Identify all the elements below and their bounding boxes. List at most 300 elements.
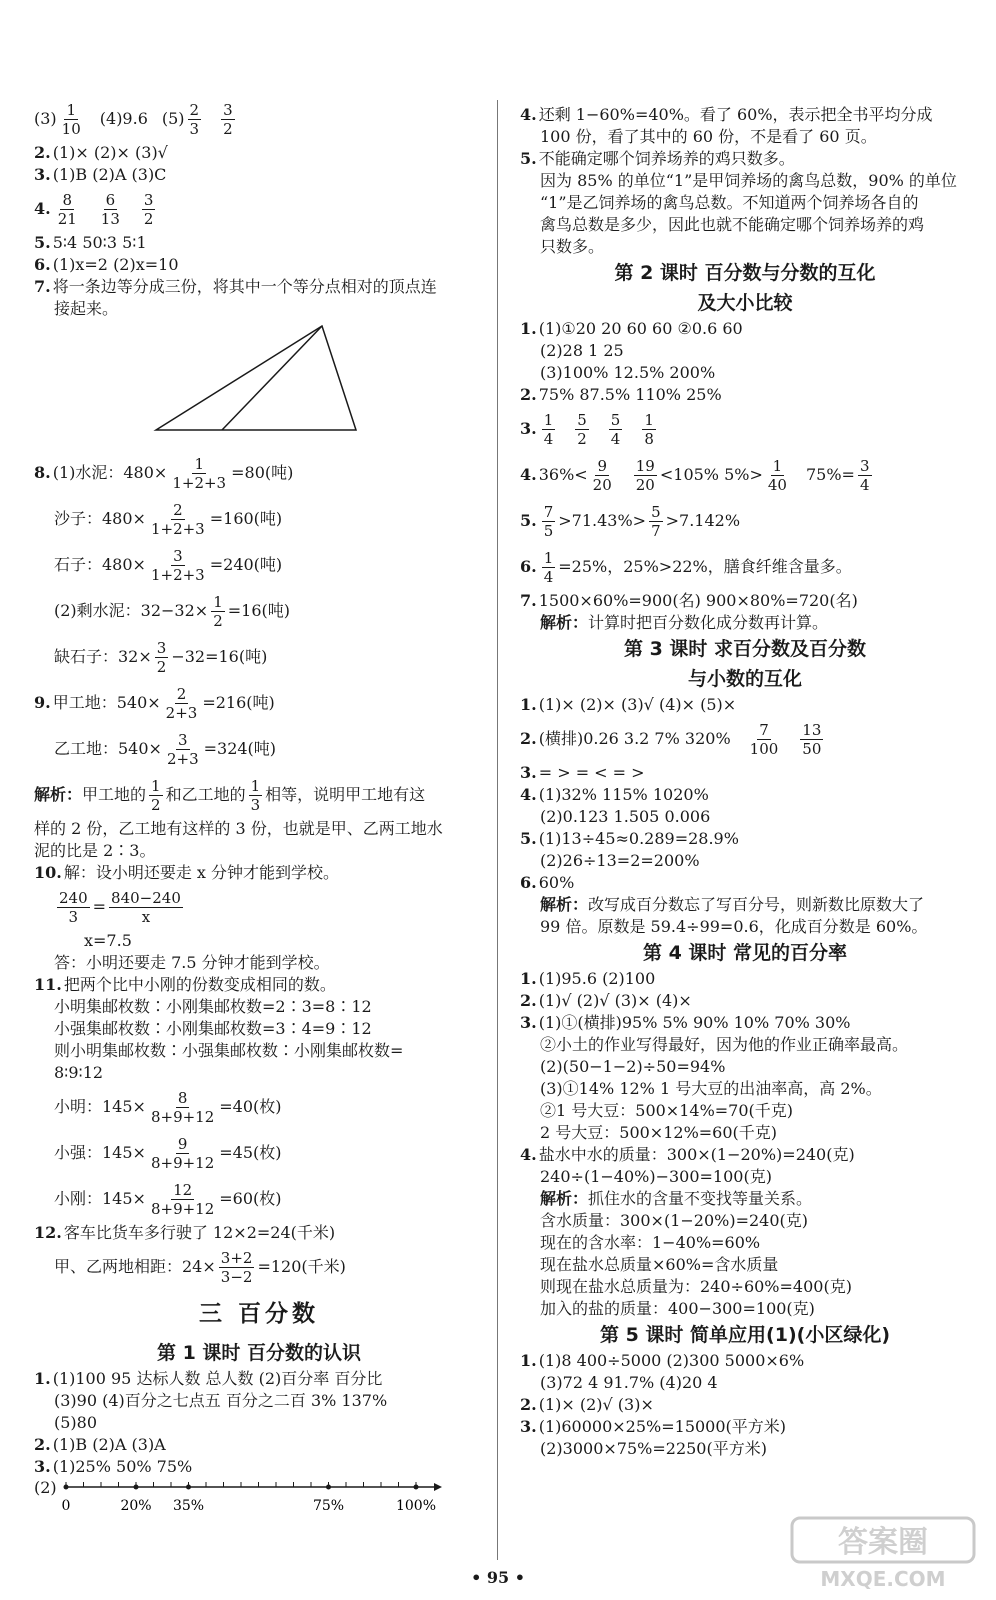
denominator: 20 bbox=[635, 475, 655, 494]
fraction bbox=[542, 503, 556, 540]
analysis-line bbox=[34, 772, 484, 818]
text: 240÷(1−40%)−300=100(克) bbox=[540, 1167, 772, 1186]
denominator: 4 bbox=[543, 567, 554, 586]
answer-line bbox=[34, 232, 484, 254]
denominator: 3−2 bbox=[220, 1267, 253, 1286]
answer-line bbox=[34, 1062, 484, 1084]
text: 75%= bbox=[805, 465, 855, 484]
fraction bbox=[642, 411, 656, 448]
text: 小强：145× bbox=[54, 1143, 146, 1162]
answer-line bbox=[34, 1244, 484, 1290]
watermark-text: 答案圈 bbox=[838, 1525, 928, 1560]
text: 禽鸟总数是多少，因此也就不能确定哪个饲养场养的鸡 bbox=[540, 215, 925, 234]
analysis-line bbox=[520, 1188, 970, 1210]
answer-line bbox=[34, 276, 484, 298]
text: (3)①14% 12% 1 号大豆的出油率高，高 2%。 bbox=[540, 1079, 882, 1098]
answer-line bbox=[520, 1012, 970, 1034]
text: 客车比货车多行驶了 12×2=24(千米) bbox=[63, 1223, 336, 1242]
item-number: 4. bbox=[520, 785, 537, 804]
text: >71.43%> bbox=[558, 511, 647, 530]
numerator: 3 bbox=[859, 456, 870, 475]
fraction bbox=[649, 503, 663, 540]
text: (1)60000×25%=15000(平方米) bbox=[538, 1417, 787, 1436]
number-line bbox=[34, 1478, 474, 1524]
text: (2)剩水泥：32−32× bbox=[54, 601, 209, 620]
text: (2)28 1 25 bbox=[540, 341, 624, 360]
lesson-title-line2: 与小数的互化 bbox=[687, 668, 802, 690]
text: 石子：480× bbox=[54, 555, 146, 574]
answer-line bbox=[34, 996, 484, 1018]
answer-line bbox=[34, 298, 484, 320]
text: (1)25% 50% 75% bbox=[52, 1457, 193, 1476]
fraction bbox=[142, 191, 156, 228]
numerator: 1 bbox=[66, 100, 76, 119]
analysis-line bbox=[34, 840, 484, 862]
fraction bbox=[149, 501, 207, 538]
answer-line bbox=[34, 930, 484, 952]
text: =45(枚) bbox=[219, 1143, 282, 1162]
text: (1)x=2 (2)x=10 bbox=[52, 255, 179, 274]
fraction bbox=[149, 1135, 216, 1172]
answer-line bbox=[520, 236, 970, 258]
item-number: 4. bbox=[520, 105, 537, 124]
item-number: 5. bbox=[34, 233, 51, 252]
numerator: 8 bbox=[177, 1088, 188, 1107]
numerator: 6 bbox=[105, 190, 116, 209]
analysis-line bbox=[520, 894, 970, 916]
denominator: 3 bbox=[250, 795, 261, 814]
item-number: 1. bbox=[520, 1351, 537, 1370]
denominator: 2 bbox=[156, 657, 167, 676]
dividing-line bbox=[222, 326, 322, 430]
item-number: 1. bbox=[520, 969, 537, 988]
text: (1)× (2)× (3)√ (4)× (5)× bbox=[538, 695, 737, 714]
answer-line bbox=[34, 1456, 484, 1478]
fraction bbox=[634, 457, 657, 494]
text: 答：小明还要走 7.5 分钟才能到学校。 bbox=[54, 953, 330, 972]
fraction bbox=[219, 1249, 255, 1286]
item-number: 3. bbox=[520, 763, 537, 782]
denominator: 4 bbox=[859, 475, 870, 494]
denominator: 20 bbox=[592, 475, 612, 494]
answer-line bbox=[34, 142, 484, 164]
analysis-label: 解析： bbox=[540, 895, 589, 914]
fraction bbox=[542, 411, 556, 448]
text: 75% 87.5% 110% 25% bbox=[538, 385, 722, 404]
lesson-title: 第 1 课时 百分数的认识 bbox=[156, 1342, 362, 1364]
fraction bbox=[109, 889, 183, 926]
text: =216(吨) bbox=[202, 693, 275, 712]
text: 乙工地：540× bbox=[54, 739, 162, 758]
denominator: 5 bbox=[543, 521, 554, 540]
denominator: 1+2+3 bbox=[172, 473, 227, 492]
answer-line bbox=[520, 340, 970, 362]
fraction bbox=[99, 191, 122, 228]
answer-line bbox=[520, 1298, 970, 1320]
arrow-icon bbox=[434, 1483, 442, 1491]
text: 计算时把百分数化成分数再计算。 bbox=[588, 613, 829, 632]
answer-line bbox=[520, 1144, 970, 1166]
denominator: 21 bbox=[57, 209, 77, 228]
triangle-figure bbox=[34, 322, 464, 442]
item-number: 2. bbox=[520, 991, 537, 1010]
numerator: 2 bbox=[176, 684, 187, 703]
answer-line bbox=[34, 1368, 484, 1390]
text: (2)(50−1−2)÷50=94% bbox=[540, 1057, 726, 1076]
text: “1”是乙饲养场的禽鸟总数。不知道两个饲养场各自的 bbox=[540, 193, 919, 212]
numerator: 7 bbox=[543, 502, 554, 521]
lesson-title: 第 5 课时 简单应用(1)(小区绿化) bbox=[599, 1324, 891, 1346]
answer-line bbox=[34, 634, 484, 680]
lesson-title: 第 2 课时 百分数与分数的互化 bbox=[614, 262, 876, 284]
answer-line bbox=[520, 828, 970, 850]
text: (1)× (2)× (3)√ bbox=[52, 143, 168, 162]
answer-line bbox=[520, 968, 970, 990]
text: 盐水中水的质量：300×(1−20%)=240(克) bbox=[538, 1145, 855, 1164]
answer-line bbox=[520, 1394, 970, 1416]
numerator: 1 bbox=[543, 410, 554, 429]
tick-label: 75% bbox=[312, 1498, 345, 1514]
item-number: 2. bbox=[34, 143, 51, 162]
denominator: 3 bbox=[68, 907, 79, 926]
text: ②小土的作业写得最好，因为他的作业正确率最高。 bbox=[540, 1035, 909, 1054]
text: =324(吨) bbox=[203, 739, 277, 758]
item-number: 5. bbox=[520, 149, 537, 168]
text: (1)①20 20 60 60 ②0.6 60 bbox=[538, 319, 743, 338]
text: 不能确定哪个饲养场养的鸡只数多。 bbox=[538, 149, 795, 168]
equation-line bbox=[34, 884, 484, 930]
numerator: 8 bbox=[62, 190, 73, 209]
fraction bbox=[766, 457, 789, 494]
text: 则小明集邮枚数∶小强集邮枚数∶小刚集邮枚数= bbox=[54, 1041, 404, 1060]
numerator: 3 bbox=[178, 730, 188, 749]
answer-line bbox=[520, 148, 970, 170]
text: =25%，25%>22%，膳食纤维含量多。 bbox=[558, 557, 852, 576]
fraction bbox=[858, 457, 872, 494]
answer-line bbox=[520, 784, 970, 806]
fraction bbox=[57, 889, 90, 926]
numerator: 3+2 bbox=[220, 1248, 253, 1267]
item-number: 3. bbox=[520, 419, 537, 438]
denominator: 8 bbox=[644, 429, 654, 448]
answer-line bbox=[34, 1018, 484, 1040]
answer-line bbox=[34, 1130, 484, 1176]
numerator: 1 bbox=[250, 776, 261, 795]
denominator: 2 bbox=[143, 209, 154, 228]
answer-line bbox=[520, 1372, 970, 1394]
text: 5∶4 50∶3 5∶1 bbox=[52, 233, 147, 252]
numerator: 13 bbox=[802, 720, 822, 739]
text: 改写成百分数忘了写百分号，则新数比原数大了 bbox=[588, 895, 925, 914]
lesson-title-line2: 及大小比较 bbox=[697, 292, 793, 314]
left-column bbox=[34, 96, 484, 1524]
text: 小明：145× bbox=[54, 1097, 146, 1116]
text: 缺石子：32× bbox=[54, 647, 152, 666]
tick-labels bbox=[62, 1498, 436, 1514]
numerator: 1 bbox=[644, 410, 654, 429]
text: = > = < = > bbox=[538, 763, 645, 782]
text: =120(千米) bbox=[257, 1257, 346, 1276]
text: 把两个比中小刚的份数变成相同的数。 bbox=[63, 975, 336, 994]
denominator: 8+9+12 bbox=[150, 1107, 215, 1126]
text: =16(吨) bbox=[227, 601, 291, 620]
text: >7.142% bbox=[665, 511, 741, 530]
text: 含水质量：300×(1−20%)=240(克) bbox=[540, 1211, 809, 1230]
fraction bbox=[149, 1089, 216, 1126]
fraction bbox=[149, 777, 163, 814]
answer-line bbox=[520, 1210, 970, 1232]
text: 因为 85% 的单位“1”是甲饲养场的禽鸟总数，90% 的单位 bbox=[540, 171, 957, 190]
text: 8∶9∶12 bbox=[54, 1063, 104, 1082]
ticks bbox=[64, 1482, 419, 1490]
text: (3)100% 12.5% 200% bbox=[540, 363, 716, 382]
denominator: 2+3 bbox=[165, 703, 198, 722]
numerator: 1 bbox=[151, 776, 161, 795]
denominator: 2 bbox=[577, 429, 587, 448]
fraction bbox=[170, 455, 228, 492]
answer-line bbox=[520, 406, 970, 452]
text: (2)0.123 1.505 0.006 bbox=[540, 807, 711, 826]
lesson-title: 第 4 课时 常见的百分率 bbox=[642, 942, 848, 964]
answer-line bbox=[520, 192, 970, 214]
analysis-line bbox=[34, 818, 484, 840]
item-number: 3. bbox=[520, 1417, 537, 1436]
answer-line bbox=[520, 214, 970, 236]
denominator: 10 bbox=[61, 119, 81, 138]
answer-line bbox=[520, 1416, 970, 1438]
numerator: 840−240 bbox=[111, 888, 181, 907]
text: (横排)0.26 3.2 7% 320% bbox=[538, 729, 731, 748]
fraction bbox=[165, 731, 201, 768]
unit-title: 三 百分数 bbox=[198, 1301, 319, 1327]
answer-line bbox=[34, 1040, 484, 1062]
text: 接起来。 bbox=[54, 299, 119, 318]
denominator: 4 bbox=[543, 429, 554, 448]
answer-line bbox=[34, 164, 484, 186]
item-number: 7. bbox=[34, 277, 51, 296]
watermark-url: MXQE.COM bbox=[820, 1567, 946, 1591]
denominator: 2+3 bbox=[166, 749, 199, 768]
text: 样的 2 份，乙工地有这样的 3 份，也就是甲、乙两工地水 bbox=[34, 819, 443, 838]
text: −32=16(吨) bbox=[171, 647, 268, 666]
analysis-label: 解析： bbox=[540, 1189, 589, 1208]
numerator: 3 bbox=[156, 638, 167, 657]
item-number: 12. bbox=[34, 1223, 62, 1242]
item-number: 4. bbox=[34, 199, 51, 218]
answer-line bbox=[520, 1100, 970, 1122]
answer-line bbox=[34, 1434, 484, 1456]
text: (2)26÷13=2=200% bbox=[540, 851, 700, 870]
answer-line bbox=[34, 862, 484, 884]
answer-line bbox=[34, 1176, 484, 1222]
item-number: 6. bbox=[520, 557, 537, 576]
item-number: 9. bbox=[34, 693, 51, 712]
answer-line bbox=[34, 1222, 484, 1244]
denominator: 100 bbox=[749, 739, 779, 758]
text: 相等，说明甲工地有这 bbox=[265, 785, 426, 804]
text: (5)80 bbox=[54, 1413, 98, 1432]
point-marker bbox=[326, 1485, 331, 1490]
fraction bbox=[800, 721, 823, 758]
fraction bbox=[149, 1181, 216, 1218]
item-number: 3. bbox=[34, 1457, 51, 1476]
numerator: 12 bbox=[173, 1180, 193, 1199]
answer-line bbox=[520, 694, 970, 716]
page-number: • 95 • bbox=[471, 1568, 525, 1587]
tick-label: 100% bbox=[395, 1498, 437, 1514]
text: (2)3000×75%=2250(平方米) bbox=[540, 1439, 767, 1458]
answer-line bbox=[34, 726, 484, 772]
lesson-title: 第 3 课时 求百分数及百分数 bbox=[623, 638, 867, 660]
text: =60(枚) bbox=[219, 1189, 282, 1208]
answer-line bbox=[34, 974, 484, 996]
item-number: 11. bbox=[34, 975, 62, 994]
text: 沙子：480× bbox=[54, 509, 146, 528]
fraction bbox=[211, 593, 225, 630]
denominator: 2 bbox=[151, 795, 161, 814]
answer-line bbox=[34, 1390, 484, 1412]
text: =240(吨) bbox=[209, 555, 283, 574]
text: 和乙工地的 bbox=[165, 785, 246, 804]
text: 60% bbox=[538, 873, 575, 892]
text: 现在盐水总质量×60%=含水质量 bbox=[540, 1255, 779, 1274]
answer-line bbox=[520, 1232, 970, 1254]
fraction bbox=[149, 547, 207, 584]
item-number: 2. bbox=[34, 1435, 51, 1454]
numerator: 1 bbox=[543, 548, 554, 567]
tick-label: 20% bbox=[120, 1498, 152, 1514]
text: 加入的盐的质量：400−300=100(克) bbox=[540, 1299, 815, 1318]
answer-line bbox=[34, 542, 484, 588]
denominator: 1+2+3 bbox=[150, 565, 205, 584]
denominator: 2 bbox=[223, 119, 233, 138]
fraction bbox=[249, 777, 263, 814]
analysis-line bbox=[520, 612, 970, 634]
fraction bbox=[155, 639, 169, 676]
item-number: 4. bbox=[520, 465, 537, 484]
text: = bbox=[92, 897, 107, 916]
answer-line bbox=[520, 126, 970, 148]
right-column bbox=[520, 104, 970, 1460]
triangle bbox=[156, 326, 356, 430]
answer-line bbox=[520, 872, 970, 894]
text: 泥的比是 2∶3。 bbox=[34, 841, 156, 860]
text: (1)B (2)A (3)A bbox=[52, 1435, 166, 1454]
fraction bbox=[748, 721, 781, 758]
text: (1)95.6 (2)100 bbox=[538, 969, 656, 988]
item-number: 3. bbox=[34, 165, 51, 184]
text: =160(吨) bbox=[209, 509, 283, 528]
fraction bbox=[591, 457, 614, 494]
item-number: 2. bbox=[520, 385, 537, 404]
answer-line bbox=[34, 1084, 484, 1130]
answer-line bbox=[520, 716, 970, 762]
item-number: 4. bbox=[520, 1145, 537, 1164]
numerator: 1 bbox=[194, 454, 204, 473]
point-marker bbox=[64, 1485, 69, 1490]
tick-label: 0 bbox=[61, 1498, 71, 1514]
item-number: 2. bbox=[520, 729, 537, 748]
text: (2) bbox=[34, 1478, 57, 1497]
answer-line bbox=[520, 1078, 970, 1100]
item-number: 10. bbox=[34, 863, 62, 882]
numerator: 3 bbox=[173, 546, 183, 565]
answer-line bbox=[520, 990, 970, 1012]
answer-line bbox=[34, 254, 484, 276]
answer-line bbox=[520, 498, 970, 544]
item-number: 2. bbox=[520, 1395, 537, 1414]
text: 甲、乙两地相距：24× bbox=[54, 1257, 216, 1276]
analysis-label: 解析： bbox=[34, 785, 83, 804]
text: (1)①(横排)95% 5% 90% 10% 70% 30% bbox=[538, 1013, 851, 1032]
fraction bbox=[221, 101, 235, 138]
analysis-line bbox=[520, 916, 970, 938]
text: (5) bbox=[161, 109, 185, 128]
text: 小刚：145× bbox=[54, 1189, 146, 1208]
answer-line bbox=[520, 362, 970, 384]
text: 36%< bbox=[538, 465, 588, 484]
text: (3) bbox=[34, 109, 57, 128]
numerator: 5 bbox=[610, 410, 621, 429]
fraction bbox=[609, 411, 623, 448]
answer-line bbox=[520, 850, 970, 872]
answer-line bbox=[520, 1056, 970, 1078]
answer-line bbox=[520, 544, 970, 590]
numerator: 2 bbox=[189, 100, 200, 119]
analysis-label: 解析： bbox=[540, 613, 589, 632]
item-number: 1. bbox=[34, 1369, 51, 1388]
text: 1500×60%=900(名) 900×80%=720(名) bbox=[538, 591, 858, 610]
answer-line bbox=[520, 318, 970, 340]
item-number: 1. bbox=[520, 319, 537, 338]
text: 小明集邮枚数∶小刚集邮枚数=2∶3=8∶12 bbox=[54, 997, 372, 1016]
denominator: 1+2+3 bbox=[150, 519, 205, 538]
text: (1)13÷45≈0.289=28.9% bbox=[538, 829, 739, 848]
answer-line bbox=[34, 588, 484, 634]
answer-line bbox=[520, 104, 970, 126]
fraction bbox=[164, 685, 200, 722]
numerator: 5 bbox=[651, 502, 661, 521]
text: (3)90 (4)百分之七点五 百分之二百 3% 137% bbox=[54, 1391, 388, 1410]
text: (1)8 400÷5000 (2)300 5000×6% bbox=[538, 1351, 805, 1370]
text: 现在的含水率：1−40%=60% bbox=[540, 1233, 761, 1252]
text: 则现在盐水总质量为：240÷60%=400(克) bbox=[540, 1277, 852, 1296]
number-line-row bbox=[34, 1478, 484, 1524]
text: 2 号大豆：500×12%=60(千克) bbox=[540, 1123, 778, 1142]
numerator: 9 bbox=[177, 1134, 188, 1153]
text: 小强集邮枚数∶小刚集邮枚数=3∶4=9∶12 bbox=[54, 1019, 372, 1038]
point-marker bbox=[134, 1485, 139, 1490]
text: 还剩 1−60%=40%。看了 60%，表示把全书平均分成 bbox=[538, 105, 933, 124]
answer-line bbox=[520, 806, 970, 828]
fraction bbox=[188, 101, 202, 138]
numerator: 3 bbox=[143, 190, 154, 209]
denominator: 3 bbox=[189, 119, 200, 138]
denominator: 2 bbox=[213, 611, 223, 630]
answer-line bbox=[520, 1254, 970, 1276]
answer-line bbox=[520, 1276, 970, 1298]
answer-line bbox=[520, 1438, 970, 1460]
answer-line bbox=[520, 170, 970, 192]
text: x=7.5 bbox=[84, 931, 132, 950]
item-number: 5. bbox=[520, 829, 537, 848]
answer-line bbox=[34, 186, 484, 232]
denominator: 8+9+12 bbox=[150, 1153, 215, 1172]
text: (1)B (2)A (3)C bbox=[52, 165, 167, 184]
text: 甲工地的 bbox=[82, 785, 147, 804]
text: 甲工地：540× bbox=[52, 693, 161, 712]
numerator: 5 bbox=[577, 410, 587, 429]
